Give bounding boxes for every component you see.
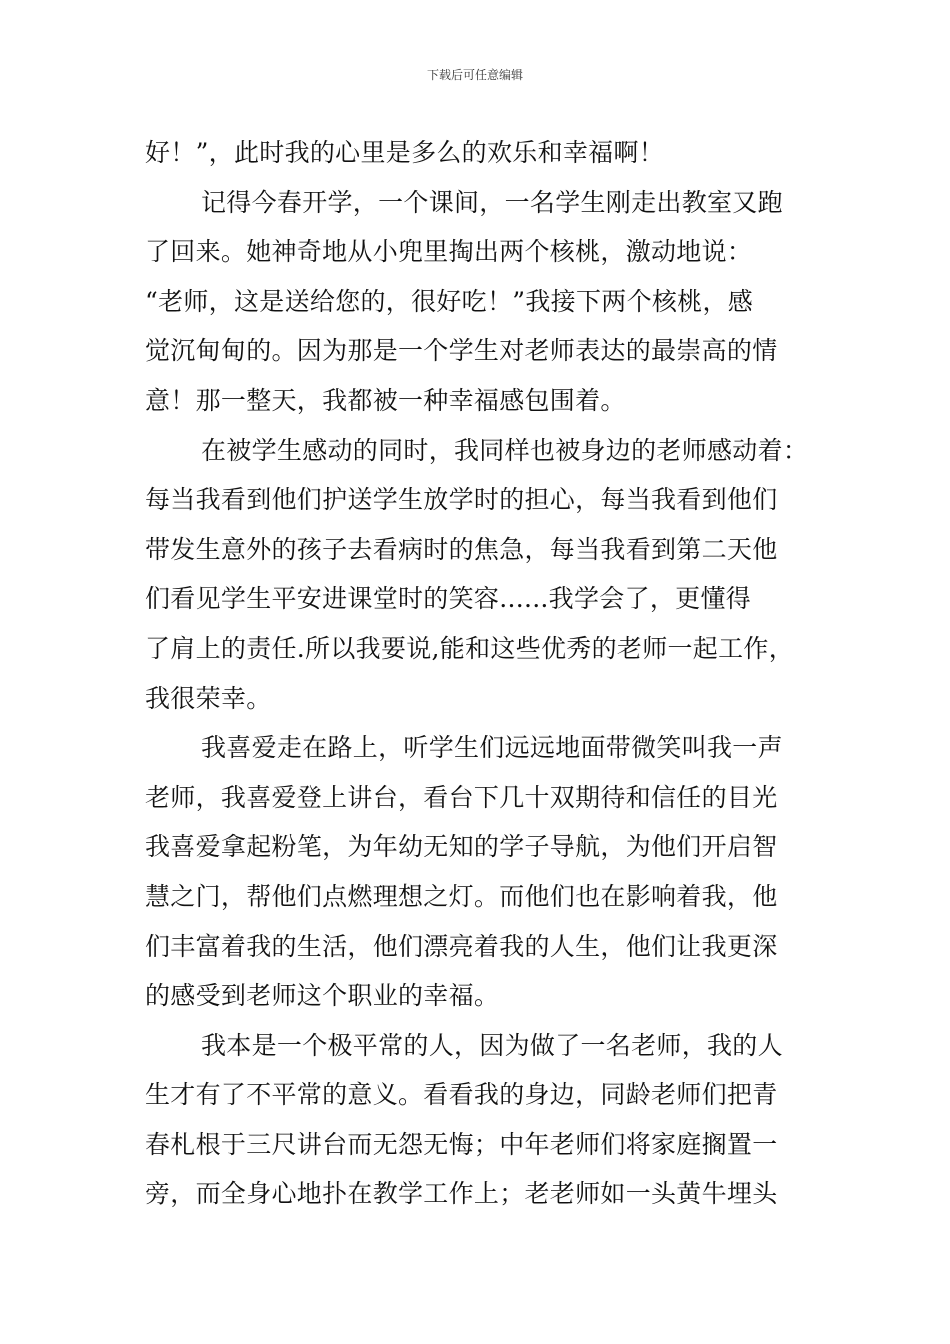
text-line: 了回来。她神奇地从小兜里掏出两个核桃，激动地说：: [145, 237, 753, 267]
paragraph-first-line: 在被学生感动的同时，我同样也被身边的老师感动着：: [201, 435, 809, 465]
text-line: 们看见学生平安进课堂时的笑容......我学会了，更懂得: [145, 584, 752, 614]
text-line: 旁，而全身心地扑在教学工作上；老老师如一头黄牛埋头: [145, 1179, 778, 1209]
text-line: 了肩上的责任.所以我要说,能和这些优秀的老师一起工作，: [145, 633, 794, 663]
document-body: [145, 128, 825, 1219]
text-line: 带发生意外的孩子去看病时的焦急，每当我看到第二天他: [145, 534, 778, 564]
paragraph-first-line: 我喜爱走在路上，听学生们远远地面带微笑叫我一声: [201, 733, 783, 763]
text-line: 们丰富着我的生活，他们漂亮着我的人生，他们让我更深: [145, 931, 778, 961]
text-line: 意！那一整天，我都被一种幸福感包围着。: [145, 385, 626, 415]
text-line: 每当我看到他们护送学生放学时的担心，每当我看到他们: [145, 485, 778, 515]
text-line: 好！”，此时我的心里是多么的欢乐和幸福啊！: [145, 138, 665, 167]
text-line: 的感受到老师这个职业的幸福。: [145, 981, 500, 1011]
text-line: 生才有了不平常的意义。看看我的身边，同龄老师们把青: [145, 1080, 778, 1110]
text-line: 我很荣幸。: [145, 683, 272, 713]
paragraph-first-line: 记得今春开学，一个课间，一名学生刚走出教室又跑: [201, 187, 783, 217]
page-header: 下载后可任意编辑: [426, 68, 523, 82]
text-line: 觉沉甸甸的。因为那是一个学生对老师表达的最崇高的情: [145, 336, 778, 366]
text-line: 春札根于三尺讲台而无怨无悔；中年老师们将家庭搁置一: [145, 1129, 778, 1159]
text-line: “老师，这是送给您的，很好吃！”我接下两个核桃，感: [145, 286, 754, 316]
paragraph-first-line: 我本是一个极平常的人，因为做了一名老师，我的人: [201, 1030, 783, 1060]
text-line: 我喜爱拿起粉笔，为年幼无知的学子导航，为他们开启智: [145, 832, 778, 862]
text-line: 老师，我喜爱登上讲台，看台下几十双期待和信任的目光: [145, 782, 778, 812]
text-line: 慧之门，帮他们点燃理想之灯。而他们也在影响着我，他: [145, 881, 778, 911]
